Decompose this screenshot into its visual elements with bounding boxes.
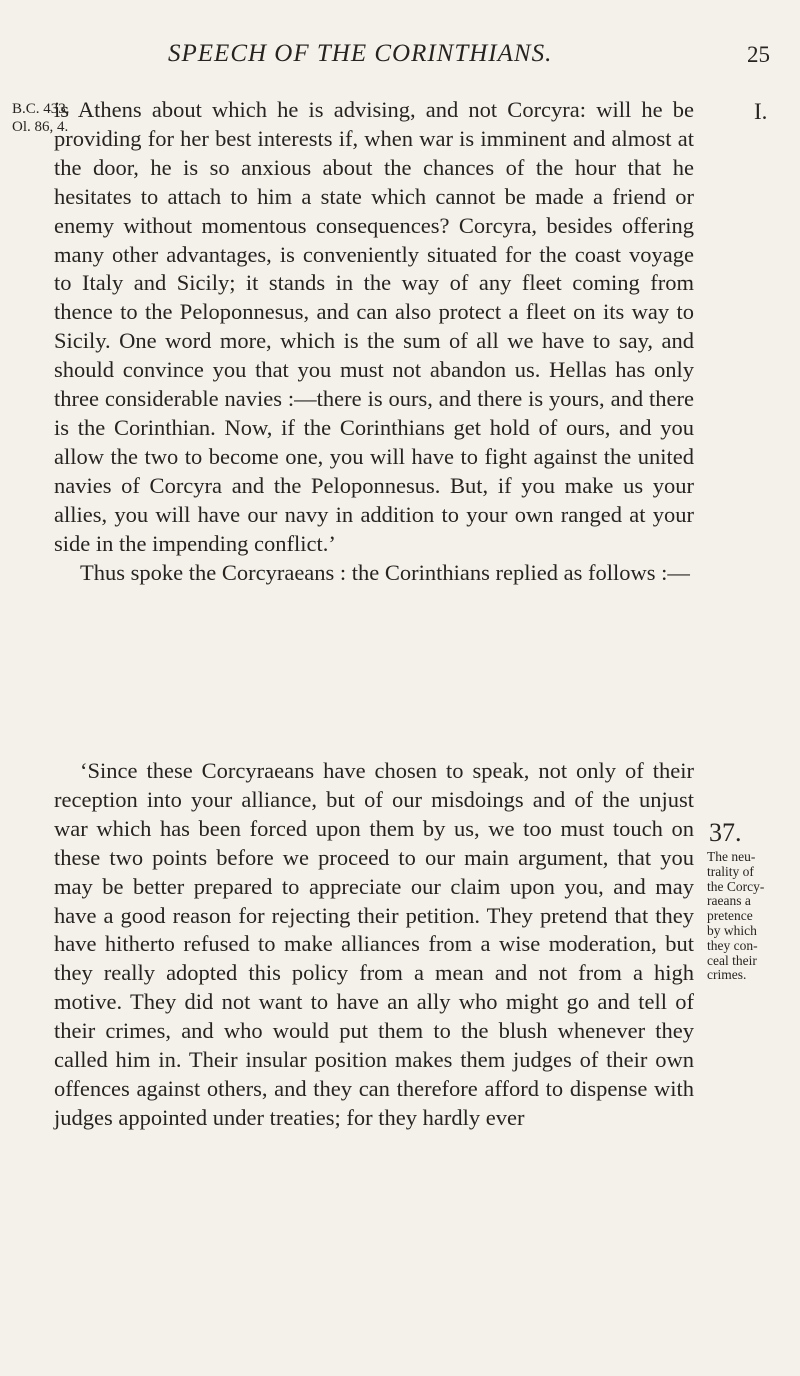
margin-date-year: B.C. 433. <box>12 101 70 117</box>
body-text-upper <box>54 96 694 587</box>
sidenote-line: the Corcy- <box>707 878 765 894</box>
running-head <box>0 32 800 72</box>
sidenote-line: they con- <box>707 937 758 953</box>
section-number: 37. <box>709 818 742 847</box>
paragraph: Thus spoke the Corcyraeans : the Corinthians replied as follows :— <box>80 559 690 585</box>
sidenote-line: The neu- <box>707 849 756 864</box>
sidenote-line: raeans a <box>707 893 751 909</box>
sidenote-line: by which <box>707 922 757 938</box>
sidenote-line: crimes. <box>707 967 747 983</box>
paragraph: ‘Since these Corcyraeans have chosen to speak, not only of their reception into your alliance, but of our misdoings and of the unjust war which has been forced upon them by us, we too must touch on these two points before we proceed to our main argument, that you may be better prepared to appreciate our claim upon you, and may have a good reason for rejecting their petition. They pretend that they have hitherto refused to make alliances from a wise moderation, but they really adopted this policy from a mean and not from a high motive. They did not want to have an ally who might go and tell of their crimes, and who would put them to the blush whenever they called him in. Their insular position makes them judges of their own offences against others, and they can therefore afford to dispense with judges appointed under treaties; for they hardly ever <box>54 758 694 1130</box>
page-number: 25 <box>747 42 770 67</box>
margin-date-olympiad: Ol. 86, 4. <box>12 119 69 135</box>
book-number: I. <box>754 99 768 124</box>
sidenote-line: trality of <box>707 863 754 879</box>
sidenote-line: ceal their <box>707 952 757 968</box>
running-head-title: SPEECH OF THE CORINTHIANS. <box>168 40 553 67</box>
sidenote-line: pretence <box>707 908 753 924</box>
marginal-sidenote <box>707 850 793 983</box>
paragraph: is Athens about which he is advising, and not Corcyra: will he be providing for her best interests if, when war is imminent and almost at the door, he is so anxious about the chances of the hour that he hesitates to attach to him a state which cannot be made a friend or enemy without momentous consequences? Corcyra, besides offering many other advantages, is conveniently situated for the coast voyage to Italy and Sicily; it stands in the way of any fleet coming from thence to the Peloponnesus, and can also protect a fleet on its way to Sicily. One word more, which is the sum of all we have to say, and should convince you that you must not abandon us. Hellas has only three considerable navies :—there is ours, and there is yours, and there is the Corinthian. Now, if the Corinthians get hold of ours, and you allow the two to become one, you will have to fight against the united navies of Corcyra and the Peloponnesus. But, if you make us your allies, you will have our navy in addition to your own ranged at your side in the impending conflict.’ <box>54 97 694 556</box>
body-text-lower <box>54 757 694 1133</box>
